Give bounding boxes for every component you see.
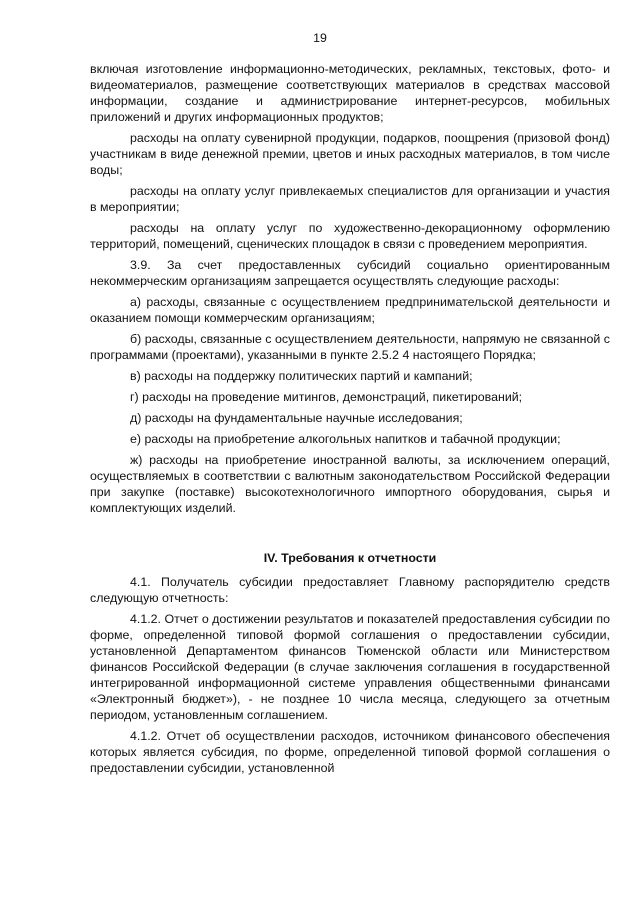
- paragraph-4-1-2-expenses: 4.1.2. Отчет об осуществлении расходов, источником финансового обеспечения которых является субсидия, по форме, определенной типовой формой соглашения о предоставлении субсидии, установленной: [90, 729, 610, 775]
- paragraph-specialist-expenses: расходы на оплату услуг привлекаемых специалистов для организации и участия в мероприятии;: [90, 184, 610, 214]
- paragraph-souvenir-expenses: расходы на оплату сувенирной продукции, подарков, поощрения (призовой фонд) участникам в виде денежной премии, цветов и иных расходных материалов, в том числе воды;: [90, 131, 610, 177]
- paragraph-media-expenses: включая изготовление информационно-методических, рекламных, текстовых, фото- и видеоматериалов, размещение соответствующих материалов в средствах массовой информации, создание и администрирование интернет-ресурсов, мобильных приложений и других информационных продуктов;: [90, 62, 610, 124]
- paragraph-3-9-v: в) расходы на поддержку политических партий и кампаний;: [130, 369, 473, 383]
- paragraph-3-9-e: е) расходы на приобретение алкогольных напитков и табачной продукции;: [130, 432, 561, 446]
- paragraph-3-9-g: г) расходы на проведение митингов, демонстраций, пикетирований;: [130, 390, 523, 404]
- page-number: 19: [313, 31, 327, 45]
- document-body: [90, 61, 610, 781]
- paragraph-decoration-expenses: расходы на оплату услуг по художественно-декорационному оформлению территорий, помещений, сценических площадок в связи с проведением мероприятия.: [90, 221, 610, 251]
- paragraph-4-1: 4.1. Получатель субсидии предоставляет Главному распорядителю средств следующую отчетность:: [90, 575, 610, 605]
- paragraph-3-9-b: б) расходы, связанные с осуществлением деятельности, напрямую не связанной с программами (проектами), указанными в пункте 2.5.2 4 настоящего Порядка;: [90, 332, 610, 362]
- paragraph-3-9-a: а) расходы, связанные с осуществлением предпринимательской деятельности и оказанием помощи коммерческим организациям;: [90, 295, 610, 325]
- paragraph-3-9-d: д) расходы на фундаментальные научные исследования;: [130, 411, 463, 425]
- section-title: IV. Требования к отчетности: [263, 551, 437, 565]
- paragraph-4-1-2-results: 4.1.2. Отчет о достижении результатов и показателей предоставления субсидии по форме, определенной типовой формой соглашения о предоставлении субсидии, установленной Департаментом финансов Тюменской области или Министерством финансов Российской Федерации (в случае заключения соглашения в государственной интегрированной информационной системе управления общественными финансами «Электронный бюджет»), - не позднее 10 числа месяца, следующего за отчетным периодом, установленным соглашением.: [90, 612, 610, 722]
- paragraph-3-9-zh: ж) расходы на приобретение иностранной валюты, за исключением операций, осуществляемых в соответствии с валютным законодательством Российской Федерации при закупке (поставке) высокотехнологичного импортного оборудования, сырья и комплектующих изделий.: [90, 453, 610, 515]
- paragraph-3-9: 3.9. За счет предоставленных субсидий социально ориентированным некоммерческим организациям запрещается осуществлять следующие расходы:: [90, 258, 610, 288]
